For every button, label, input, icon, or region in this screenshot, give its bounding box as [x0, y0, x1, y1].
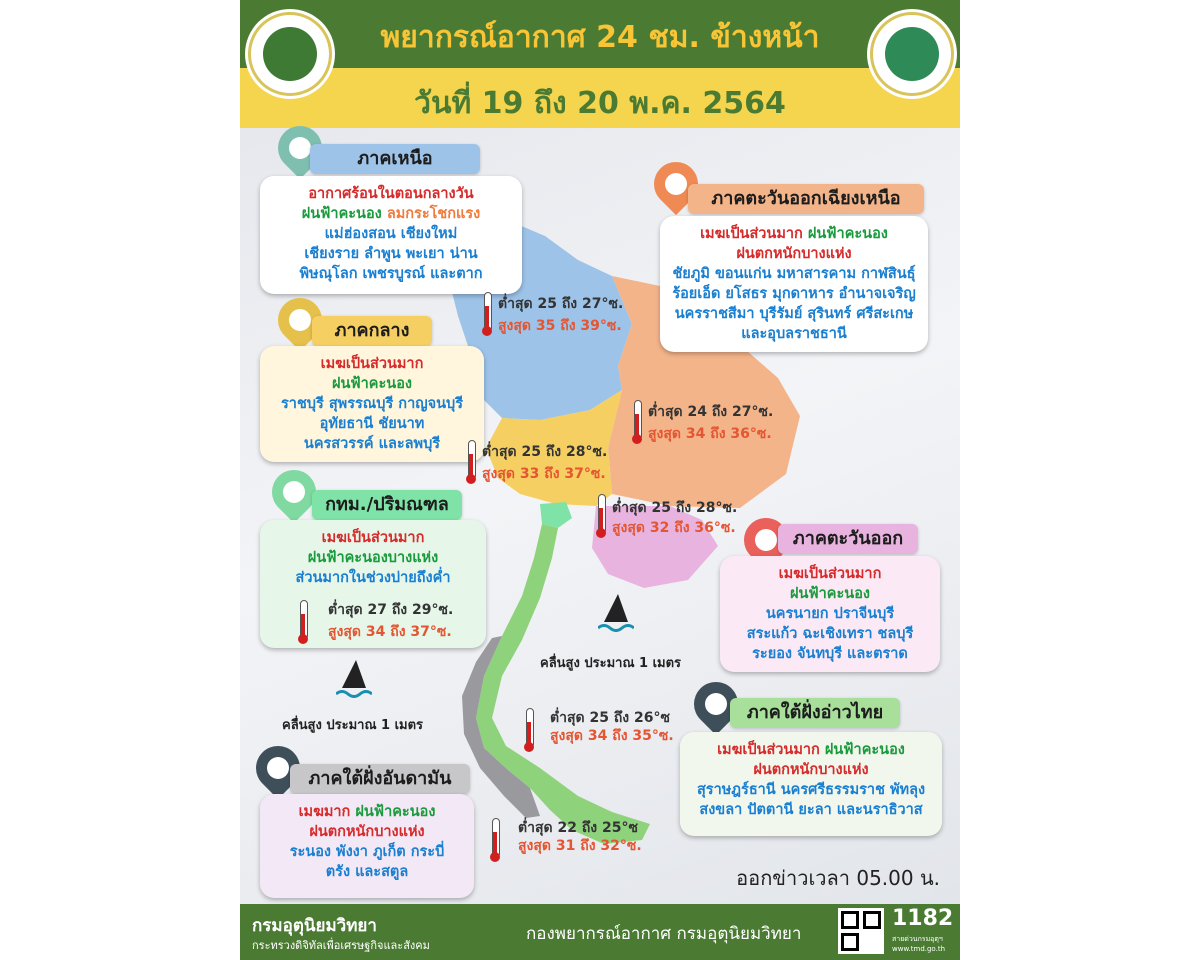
forecast-text: สุราษฎร์ธานี นครศรีธรรมราช พัทลุง [696, 782, 926, 798]
forecast-text: อากาศร้อนในตอนกลางวัน [308, 186, 474, 202]
region-bubble-east [720, 556, 940, 672]
forecast-date: วันที่ 19 ถึง 20 พ.ค. 2564 [414, 86, 786, 121]
forecast-line [720, 644, 940, 664]
region-bubble-south-andaman [260, 794, 474, 898]
forecast-text: เชียงราย ลำพูน พะเยา น่าน [304, 246, 478, 262]
temp-min-northeast: ต่ำสุด 24 ถึง 27°ซ. [648, 404, 774, 420]
forecast-text: แม่ฮ่องสอน เชียงใหม่ [324, 226, 458, 242]
forecast-text: ฝนฟ้าคะนอง [350, 804, 436, 820]
region-label-northeast: ภาคตะวันออกเฉียงเหนือ [688, 184, 924, 214]
forecast-text: ฝนฟ้าคะนอง [802, 226, 888, 242]
forecast-line [660, 224, 928, 244]
forecast-line [660, 324, 928, 344]
region-label-south-andaman: ภาคใต้ฝั่งอันดามัน [290, 764, 470, 794]
forecast-line [660, 264, 928, 284]
forecast-line [660, 284, 928, 304]
forecast-line [260, 434, 484, 454]
forecast-text: ฝนตกหนักบางแห่ง [736, 246, 852, 262]
forecast-line [660, 304, 928, 324]
forecast-line [260, 842, 474, 862]
thermometer-icon [632, 400, 642, 446]
forecast-text: ตรัง และสตูล [325, 864, 409, 880]
forecast-text: เมฆเป็นส่วนมาก [700, 226, 803, 242]
forecast-text: ระยอง จันทบุรี และตราด [752, 646, 908, 662]
forecast-line [680, 760, 942, 780]
forecast-text: ฝนตกหนักบางแห่ง [309, 824, 425, 840]
website-link[interactable]: www.tmd.go.th [892, 945, 945, 953]
forecast-line [260, 264, 522, 284]
region-bubble-south-gulf [680, 732, 942, 836]
forecast-text: สระแก้ว ฉะเชิงเทรา ชลบุรี [746, 626, 914, 642]
forecast-line [680, 740, 942, 760]
region-label-central: ภาคกลาง [312, 316, 432, 346]
forecast-text: ฝนฟ้าคะนอง [819, 742, 905, 758]
forecast-text: ราชบุรี สุพรรณบุรี กาญจนบุรี [281, 396, 463, 412]
hotline-label: สายด่วนกรมอุตุฯ [892, 935, 943, 943]
forecast-line [260, 354, 484, 374]
forecast-text: ฝนฟ้าคะนอง [789, 586, 870, 602]
temp-max-north: สูงสุด 35 ถึง 39°ซ. [498, 318, 622, 334]
forecast-text: ฝนฟ้าคะนอง [331, 376, 412, 392]
forecast-line [260, 204, 522, 224]
issued-time: ออกข่าวเวลา 05.00 น. [736, 866, 940, 890]
forecast-line [260, 414, 484, 434]
forecast-text: ระนอง พังงา ภูเก็ต กระบี่ [289, 844, 445, 860]
forecast-line [260, 822, 474, 842]
forecast-line [260, 224, 522, 244]
footer-forecast-division: กองพยากรณ์อากาศ กรมอุตุนิยมวิทยา [526, 924, 802, 944]
region-bubble-northeast [660, 216, 928, 352]
region-bubble-north [260, 176, 522, 294]
forecast-text: เมฆเป็นส่วนมาก [321, 530, 425, 546]
forecast-text: ร้อยเอ็ด ยโสธร มุกดาหาร อำนาจเจริญ [672, 286, 916, 302]
meteorological-department-emblem-icon [870, 12, 954, 96]
region-label-east: ภาคตะวันออก [778, 524, 918, 554]
forecast-line [660, 244, 928, 264]
temp-max-south-andaman: สูงสุด 31 ถึง 32°ซ. [518, 838, 642, 854]
forecast-line [720, 584, 940, 604]
footer-department: กรมอุตุนิยมวิทยา [252, 916, 377, 936]
footer [240, 904, 960, 960]
forecast-line [260, 548, 486, 568]
forecast-text: ฝนตกหนักบางแห่ง [753, 762, 869, 778]
wave-height-andaman: คลื่นสูง ประมาณ 1 เมตร [282, 718, 424, 733]
temp-max-central: สูงสุด 33 ถึง 37°ซ. [482, 466, 606, 482]
forecast-line [260, 394, 484, 414]
ministry-emblem-icon [248, 12, 332, 96]
region-bubble-central [260, 346, 484, 462]
temp-max-south-gulf: สูงสุด 34 ถึง 35°ซ. [550, 728, 674, 744]
temp-min-central: ต่ำสุด 25 ถึง 28°ซ. [482, 444, 608, 460]
forecast-text: เมฆเป็นส่วนมาก [778, 566, 882, 582]
region-label-south-gulf: ภาคใต้ฝั่งอ่าวไทย [730, 698, 900, 728]
forecast-line [680, 780, 942, 800]
forecast-line [260, 528, 486, 548]
forecast-text: นครนายก ปราจีนบุรี [765, 606, 895, 622]
forecast-line [260, 802, 474, 822]
forecast-line [260, 862, 474, 882]
sailboat-icon [336, 658, 372, 702]
forecast-line [720, 624, 940, 644]
temp-min-south-gulf: ต่ำสุด 25 ถึง 26°ซ [550, 710, 670, 726]
forecast-text: ฝนฟ้าคะนองบางแห่ง [307, 550, 439, 566]
footer-ministry: กระทรวงดิจิทัลเพื่อเศรษฐกิจและสังคม [252, 939, 430, 952]
forecast-line [260, 374, 484, 394]
thermometer-icon [490, 818, 500, 864]
map-region-bangkok [540, 502, 572, 528]
temp-min-south-andaman: ต่ำสุด 22 ถึง 25°ซ [518, 820, 638, 836]
forecast-text: ฝนฟ้าคะนอง [301, 206, 382, 222]
forecast-text: เมฆมาก [298, 804, 351, 820]
forecast-line [260, 244, 522, 264]
temp-min-bangkok: ต่ำสุด 27 ถึง 29°ซ. [328, 602, 454, 618]
weather-infographic [240, 0, 960, 960]
region-label-north: ภาคเหนือ [310, 144, 480, 174]
forecast-text: สงขลา ปัตตานี ยะลา และนราธิวาส [699, 802, 923, 818]
forecast-text: และอุบลราชธานี [741, 326, 847, 342]
forecast-text: นครสวรรค์ และลพบุรี [303, 436, 441, 452]
forecast-line [680, 800, 942, 820]
qr-code-icon[interactable] [838, 908, 884, 954]
temp-max-northeast: สูงสุด 34 ถึง 36°ซ. [648, 426, 772, 442]
hotline-number: 1182 [892, 906, 954, 931]
forecast-text: เมฆเป็นส่วนมาก [717, 742, 820, 758]
page-title: พยากรณ์อากาศ 24 ชม. ข้างหน้า [380, 20, 820, 55]
thermometer-icon [482, 292, 492, 338]
thermometer-icon [596, 494, 606, 540]
temp-min-north: ต่ำสุด 25 ถึง 27°ซ. [498, 296, 624, 312]
forecast-text: นครราชสีมา บุรีรัมย์ สุรินทร์ ศรีสะเกษ [674, 306, 914, 322]
forecast-text: ส่วนมากในช่วงบ่ายถึงค่ำ [295, 570, 451, 586]
forecast-text: ชัยภูมิ ขอนแก่น มหาสารคาม กาฬสินธุ์ [672, 266, 916, 282]
thermometer-icon [298, 600, 308, 646]
forecast-line [260, 568, 486, 588]
thermometer-icon [466, 440, 476, 486]
forecast-text: พิษณุโลก เพชรบูรณ์ และตาก [299, 266, 483, 282]
sailboat-icon [598, 592, 634, 636]
forecast-line [260, 184, 522, 204]
forecast-text: ลมกระโชกแรง [381, 206, 481, 222]
forecast-text: อุทัยธานี ชัยนาท [319, 416, 425, 432]
thermometer-icon [524, 708, 534, 754]
forecast-line [720, 604, 940, 624]
temp-max-east: สูงสุด 32 ถึง 36°ซ. [612, 520, 736, 536]
region-label-bangkok: กทม./ปริมณฑล [312, 490, 462, 520]
forecast-text: เมฆเป็นส่วนมาก [320, 356, 424, 372]
forecast-line [720, 564, 940, 584]
wave-height-gulf: คลื่นสูง ประมาณ 1 เมตร [540, 656, 682, 671]
temp-max-bangkok: สูงสุด 34 ถึง 37°ซ. [328, 624, 452, 640]
temp-min-east: ต่ำสุด 25 ถึง 28°ซ. [612, 500, 738, 516]
